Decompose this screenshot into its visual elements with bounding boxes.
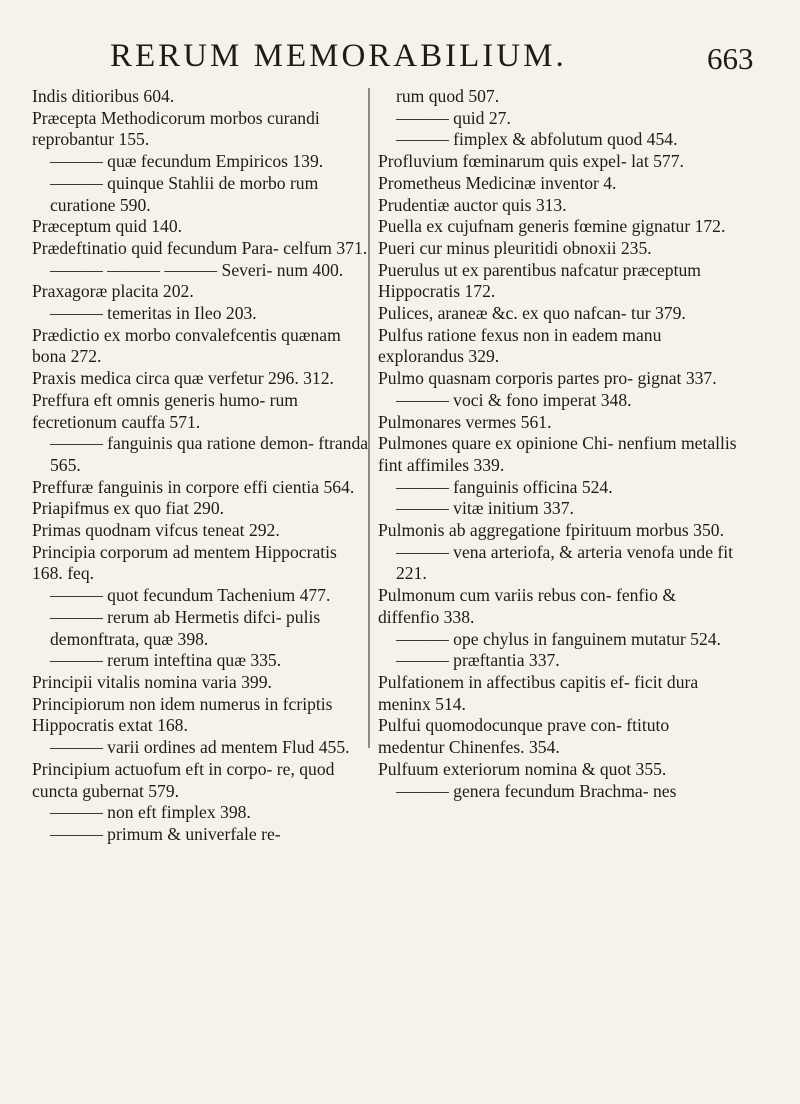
- index-entry: Pulfui quomodocunque prave con- ftituto medentur Chinenfes. 354.: [378, 715, 674, 758]
- index-entry: Pulmonares vermes 561.: [378, 411, 552, 432]
- running-title: RERUM MEMORABILIUM.: [110, 38, 567, 74]
- index-entry: ——— rerum inteftina quæ 335.: [50, 650, 282, 671]
- index-entry: Prudentiæ auctor quis 313.: [378, 194, 567, 215]
- index-entry: Pulfus ratione fexus non in eadem manu explorandus 329.: [378, 324, 666, 367]
- index-entry: ——— quot fecundum Tachenium 477.: [50, 585, 331, 606]
- index-entry: ——— temeritas in Ileo 203.: [50, 303, 257, 324]
- index-entry: ——— quæ fecundum Empiricos 139.: [50, 151, 324, 172]
- index-entry: Prædeftinatio quid fecundum Para- celfum 371.: [32, 237, 368, 258]
- index-column-left: [32, 86, 372, 846]
- index-entry: Priapifmus ex quo fiat 290.: [32, 498, 225, 519]
- index-entry: Principii vitalis nomina varia 399.: [32, 671, 272, 692]
- index-entry: ——— ope chylus in fanguinem mutatur 524.: [396, 628, 721, 649]
- index-entry: ——— ——— ——— Severi- num 400.: [50, 259, 344, 280]
- index-entry: Profluvium fœminarum quis expel- lat 577.: [378, 151, 684, 172]
- index-entry: Pulmonis ab aggregatione fpirituum morbus 350.: [378, 520, 724, 541]
- index-entry: rum quod 507.: [396, 86, 500, 106]
- index-entry: Præcepta Methodicorum morbos curandi reprobantur 155.: [32, 107, 325, 150]
- index-entry: Pueri cur minus pleuritidi obnoxii 235.: [378, 237, 652, 258]
- index-entry: ——— quid 27.: [396, 107, 511, 128]
- index-entry: Praxagoræ placita 202.: [32, 281, 194, 302]
- index-entry: ——— rerum ab Hermetis difci- pulis demonftrata, quæ 398.: [50, 606, 325, 649]
- index-entry: Puella ex cujufnam generis fœmine gignatur 172.: [378, 216, 726, 237]
- index-entry: ——— fanguinis officina 524.: [396, 476, 613, 497]
- index-entry: ——— fanguinis qua ratione demon- ftranda 565.: [50, 433, 373, 475]
- page-number: 663: [707, 41, 754, 76]
- index-entry: ——— præftantia 337.: [396, 650, 560, 671]
- index-entry: Prometheus Medicinæ inventor 4.: [378, 172, 617, 193]
- index-entry: Prædictio ex morbo convalefcentis quænam bona 272.: [32, 324, 346, 367]
- index-entry: Pulmo quasnam corporis partes pro- gignat 337.: [378, 368, 717, 389]
- index-entry: Indis ditioribus 604.: [32, 86, 175, 106]
- index-entry: ——— non eft fimplex 398.: [50, 802, 251, 823]
- index-entry: ——— fimplex & abfolutum quod 454.: [396, 129, 678, 150]
- index-entry: Pulfationem in affectibus capitis ef- ficit dura meninx 514.: [378, 671, 703, 714]
- index-entry: Pulmones quare ex opinione Chi- nenfium metallis fint affimiles 339.: [378, 433, 742, 475]
- index-entry: Preffuræ fanguinis in corpore effi cientia 564.: [32, 476, 355, 497]
- index-entry: ——— varii ordines ad mentem Flud 455.: [50, 737, 350, 758]
- index-entry: ——— vitæ initium 337.: [396, 498, 574, 519]
- index-entry: ——— genera fecundum Brachma- nes: [396, 780, 677, 801]
- index-entry: Pulices, araneæ &c. ex quo nafcan- tur 379.: [378, 303, 686, 324]
- index-entry: ——— quinque Stahlii de morbo rum curatione 590.: [50, 172, 323, 215]
- index-entry: Puerulus ut ex parentibus nafcatur præceptum Hippocratis 172.: [378, 259, 706, 302]
- index-entry: ——— primum & univerfale re-: [50, 823, 281, 844]
- page-header: [0, 38, 800, 78]
- index-entry: Principia corporum ad mentem Hippocratis 168. feq.: [32, 541, 342, 584]
- index-entry: Pulmonum cum variis rebus con- fenfio & diffenfio 338.: [378, 585, 681, 627]
- index-entry: Principiorum non idem numerus in fcriptis Hippocratis extat 168.: [32, 693, 337, 736]
- index-entry: ——— voci & fono imperat 348.: [396, 389, 632, 410]
- index-entry: ——— vena arteriofa, & arteria venofa unde fit 221.: [396, 541, 738, 584]
- index-entry: Primas quodnam vifcus teneat 292.: [32, 520, 280, 541]
- index-entry: Pulfuum exteriorum nomina & quot 355.: [378, 758, 667, 779]
- index-entry: Preffura eft omnis generis humo- rum fecretionum cauffa 571.: [32, 389, 303, 432]
- index-entry: Præceptum quid 140.: [32, 216, 183, 237]
- index-entry: Principium actuofum eft in corpo- re, quod cuncta gubernat 579.: [32, 758, 339, 801]
- index-entry: Praxis medica circa quæ verfetur 296. 312.: [32, 368, 334, 389]
- index-column-right: [378, 86, 742, 802]
